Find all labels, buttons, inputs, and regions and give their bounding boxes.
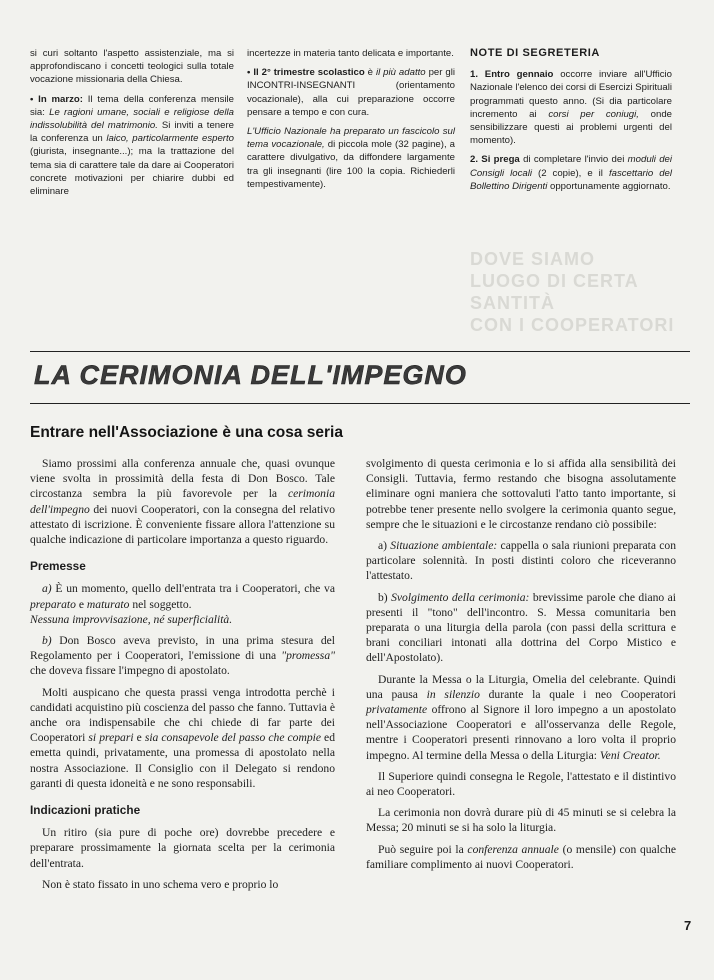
text-span: (giurista, insegnante...); ma la trattazione del tema sia di carattere tale da dare ai Cooperatori concrete motivazioni per chiarire dubbi ed eliminare <box>30 146 234 198</box>
italic-span: fascettario del Bollettino Dirigenti <box>470 167 672 192</box>
text-span: (2 copie), e il <box>532 167 609 179</box>
ghost-line: CON I COOPERATORI <box>470 315 675 335</box>
text-span: dei nuovi Cooperatori, con la consegna del relativo attestato di iscrizione. È conveniente fissare allora l'attenzione su qualche indicazione di particolare importanza a questo riguardo. <box>30 502 335 547</box>
italic-span: Svolgimento della cerimonia: <box>391 590 530 604</box>
article-subtitle: Entrare nell'Associazione è una cosa seria <box>30 424 343 441</box>
top-col2-paragraph-2 <box>247 66 455 119</box>
text-span: per gli INCONTRI-INSEGNANTI (orientamento vocazionale), alla cui preparazione occorre pensare a tempo e con cura. <box>247 67 456 118</box>
italic-span: si prepari <box>88 731 134 745</box>
top-col3-paragraph-1 <box>470 68 672 147</box>
section-heading-premesse: Premesse <box>30 559 86 574</box>
bold-lead: 2. Si prega <box>470 154 520 166</box>
top-col2-paragraph-3 <box>247 125 455 191</box>
italic-span: Nessuna improvvisazione, né superficialità. <box>30 612 233 626</box>
text-span: e <box>133 731 145 745</box>
italic-span: sia consapevole del passo che compie <box>144 731 322 745</box>
text-span: È un momento, quello dell'entrata tra i Cooperatori, che va <box>51 582 335 596</box>
page-number: 7 <box>684 918 692 933</box>
text-span: e <box>75 597 87 611</box>
schema-paragraph: Non è stato fissato in uno schema vero e proprio lo <box>42 877 279 891</box>
italic-span: "promessa" <box>281 649 335 663</box>
ghost-line: DOVE SIAMO <box>470 249 596 269</box>
text-span: Può seguire poi la <box>378 842 468 856</box>
premesse-a <box>30 581 335 627</box>
italic-span: il più adatto <box>375 67 426 79</box>
article-title: LA CERIMONIA DELL'IMPEGNO <box>34 360 467 390</box>
italic-span: cerimonia dell'impegno <box>30 487 335 516</box>
svolgimento-paragraph: svolgimento di questa cerimonia e lo si affida alla sensibilità dei Consigli. Tuttavia, fermo restando che bisogna assolutamente eliminare ogni maniera che sottovaluti l'atto tanto importante, si potrebbe tener presente nello svolgere la cerimonia quanto segue, sempre che le situazioni e le circostanze rendano ciò possibile: <box>366 457 676 531</box>
text-span: offrono al Signore il loro impegno a un apostolato nell'Associazione Cooperatori e all'osservanza delle Regole, mentre i Cooperatori presenti rinnovano a loro volta il proprio impegno. Al termine della Messa o della Liturgia: <box>366 703 676 762</box>
italic-span: Situazione ambientale: <box>390 539 498 553</box>
item-label: b) <box>378 590 392 604</box>
title-bottom-rule <box>30 403 690 404</box>
italic-span: corsi per coniugi, <box>548 108 639 120</box>
top-column-2 <box>247 47 455 197</box>
segue-paragraph <box>366 842 676 872</box>
bullet-lead-trimestre: • Il 2° trimestre scolastico <box>247 67 365 79</box>
text-span: Molti auspicano che questa prassi venga introdotta perchè i candidati acquistino più coscienza del passo che fanno. Tuttavia è anche ora indispensabile che chi chiede di far parte dei Cooperatori <box>30 685 335 745</box>
text-span: Durante la Messa o la Liturgia, Omelia del celebrante. Quindi una pausa <box>366 672 676 701</box>
item-label: a) <box>42 582 52 596</box>
text-span: di completare l'invio dei <box>519 154 628 166</box>
superiore-paragraph: Il Superiore quindi consegna le Regole, l'attestato e il distintivo ai neo Cooperatori. <box>366 769 676 799</box>
italic-span: Le ragioni umane, sociali e religiose della indissolubilità del matrimonio. <box>30 106 234 132</box>
top-col1-paragraph-2 <box>30 93 234 199</box>
italic-span: Veni Creator. <box>599 748 661 762</box>
text-span: onde sensibilizzare questi ai problemi urgenti del momento). <box>470 108 672 147</box>
messa-paragraph <box>366 672 676 763</box>
notes-title: NOTE DI SEGRETERIA <box>470 47 600 59</box>
text-span: è <box>364 67 376 79</box>
top-col1-paragraph-1: si curi soltanto l'aspetto assistenziale, ma si approfondiscano i concetti teologici sulla totale vocazione missionaria della Chiesa. <box>30 48 234 86</box>
body-column-left <box>30 456 335 898</box>
body-column-right <box>366 456 676 878</box>
ghost-line: LUOGO DI CERTA SANTITÀ <box>470 271 638 313</box>
italic-span: conferenza annuale <box>467 842 559 856</box>
italic-span: L'Ufficio Nazionale ha preparato un fascicolo sul tema vocazionale, <box>247 126 455 151</box>
text-span: che doveva fissare l'impegno di apostolato. <box>30 664 230 678</box>
premesse-b <box>30 633 335 679</box>
top-col2-paragraph-1: incertezze in materia tanto delicata e importante. <box>247 48 454 59</box>
item-a-ambiente <box>366 538 676 584</box>
top-column-1 <box>30 47 234 204</box>
section-heading-indicazioni: Indicazioni pratiche <box>30 803 141 818</box>
text-span: cappella o sala riunioni preparata con particolare solennità. In posti distinti coloro che riceveranno l'attestato. <box>366 539 676 583</box>
item-b-cerimonia <box>366 590 676 666</box>
italic-span: privatamente <box>366 703 428 717</box>
item-label: b) <box>42 634 52 648</box>
italic-span: in silenzio <box>426 687 480 701</box>
text-span: ed emetta quindi, privatamente, una promessa di apostolato nella nostra Associazione. Il Consiglio con il Delegato si rendono garanti di questa idoneità e ne sono responsabili. <box>30 731 336 790</box>
text-span: Don Bosco aveva previsto, in una prima stesura del Regolamento per i Cooperatori, l'emissione di una <box>30 634 335 663</box>
top-column-3 <box>470 47 672 199</box>
intro-paragraph <box>30 456 335 547</box>
italic-span: maturato <box>86 597 130 611</box>
top-col3-paragraph-2 <box>470 153 672 193</box>
text-span: (o mensile) con qualche familiare complimento ai nuovi Cooperatori. <box>366 842 676 871</box>
text-span: brevissime parole che diano ai presenti il "tono" dell'incontro. S. Messa comunitaria ben preparata o una liturgia della parola (con passi della scrittura e brani conciliari intonati alla dottrina del Corpo Mistico e dell'Apostolato). <box>366 590 677 665</box>
molti-paragraph <box>30 685 335 791</box>
text-span: occorre inviare all'Ufficio Nazionale l'elenco dei corsi di Esercizi Spirituali programmati questo anno. (Si dia particolare incremento ai <box>470 69 672 120</box>
item-label: a) <box>378 539 391 553</box>
title-top-rule <box>30 351 690 352</box>
italic-span: laico, particolarmente esperto <box>106 133 234 145</box>
show-through-text <box>470 248 714 336</box>
italic-span: moduli dei Consigli locali <box>470 154 673 179</box>
text-span: opportunamente aggiornato. <box>547 180 671 192</box>
text-span: Si inviti a tenere la conferenza un <box>30 120 234 145</box>
bullet-lead-march: • In marzo: <box>30 93 83 105</box>
text-span: nel soggetto. <box>129 597 192 611</box>
italic-span: preparato <box>30 597 76 611</box>
text-span: Siamo prossimi alla conferenza annuale che, quasi ovunque viene svolta in prossimità della festa di Don Bosco. Tale circostanza sembra la più favorevole per la <box>30 457 335 501</box>
text-span: durante la quale i neo Cooperatori <box>479 687 677 701</box>
durata-paragraph: La cerimonia non dovrà durare più di 45 minuti se si celebra la Messa; 20 minuti se si ha solo la liturgia. <box>366 806 676 835</box>
text-span: Il tema della conferenza mensile sia: <box>30 93 235 118</box>
text-span: di piccola mole (32 pagine), a carattere divulgativo, da diffondere largamente tra gli insegnanti (lire 100 la copia. Richiederli tempestivamente). <box>247 139 455 190</box>
bold-lead: 1. Entro gennaio <box>470 69 554 81</box>
ritiro-paragraph: Un ritiro (sia pure di poche ore) dovrebbe precedere e preparare prossimamente la giornata scelta per la cerimonia dell'entrata. <box>30 826 335 870</box>
